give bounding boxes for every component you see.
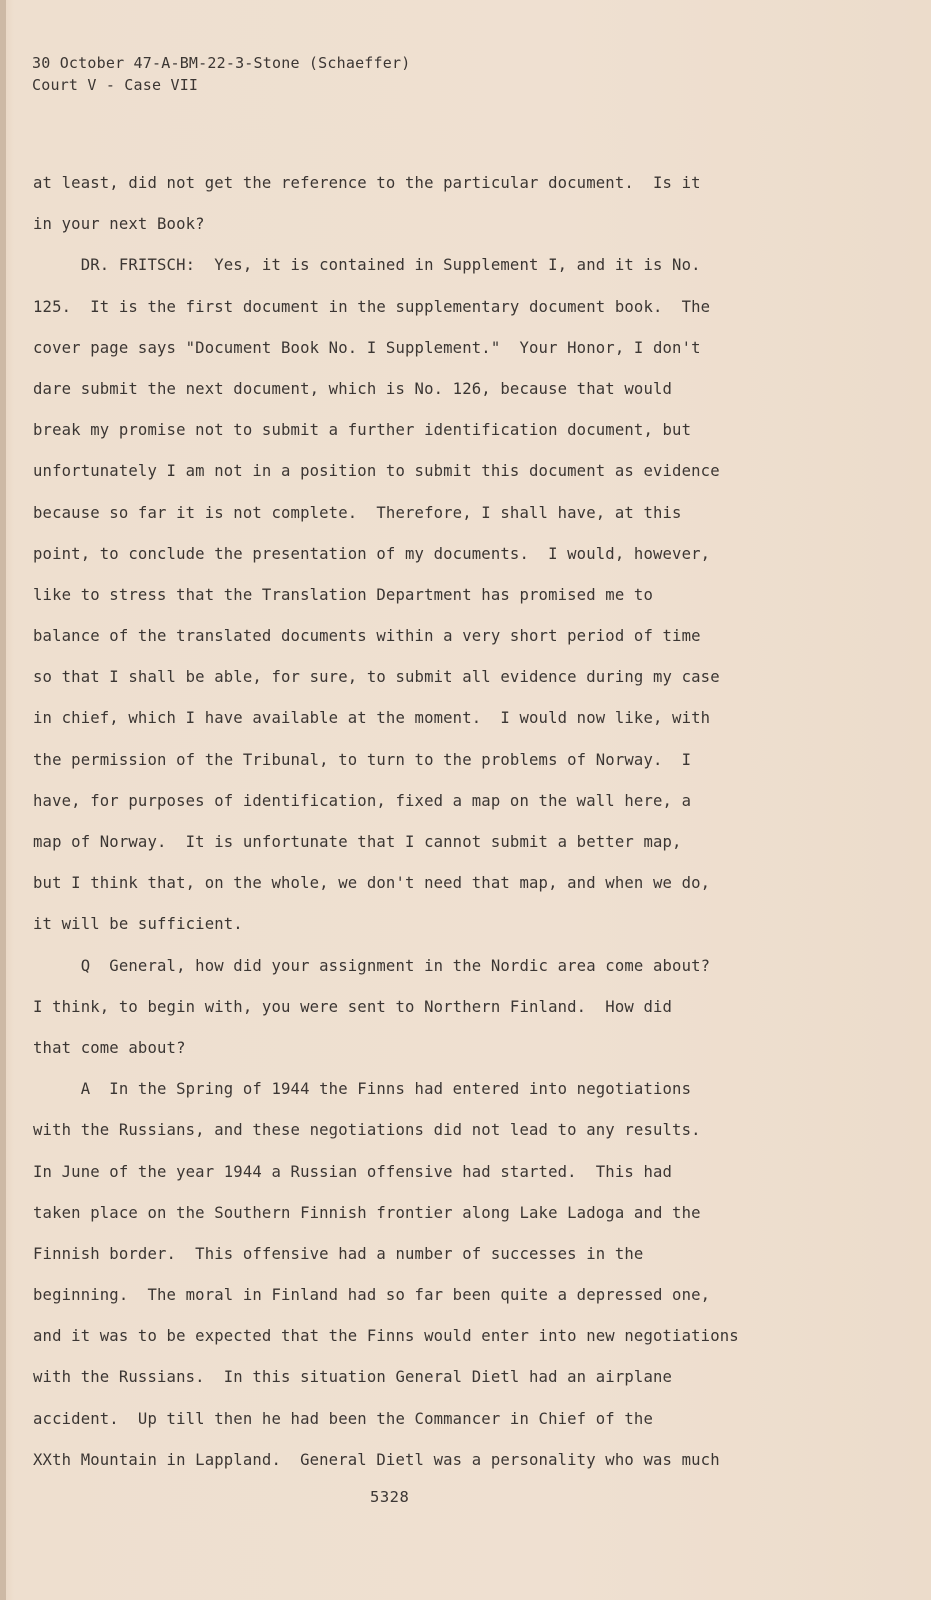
- text-line: XXth Mountain in Lappland. General Dietl was a personality who was much: [33, 1450, 720, 1469]
- text-line: the permission of the Tribunal, to turn to the problems of Norway. I: [33, 750, 692, 769]
- text-line: I think, to begin with, you were sent to Northern Finland. How did: [33, 997, 673, 1016]
- text-line: at least, did not get the reference to the particular document. Is it: [33, 174, 701, 192]
- header-line-1: 30 October 47-A-BM-22-3-Stone (Schaeffer): [32, 54, 411, 72]
- text-line: map of Norway. It is unfortunate that I cannot submit a better map,: [33, 833, 682, 851]
- text-line: in chief, which I have available at the moment. I would now like, with: [33, 709, 711, 728]
- text-line: break my promise not to submit a further identification document, but: [33, 421, 692, 440]
- document-header: [32, 52, 410, 96]
- transcript-body: [33, 172, 913, 1490]
- text-line: balance of the translated documents within a very short period of time: [33, 627, 701, 646]
- text-line: like to stress that the Translation Department has promised me to: [33, 585, 653, 604]
- text-line: dare submit the next document, which is No. 126, because that would: [33, 379, 673, 398]
- text-line: point, to conclude the presentation of my documents. I would, however,: [33, 544, 711, 563]
- text-line: with the Russians, and these negotiations did not lead to any results.: [33, 1121, 701, 1140]
- page-number: 5328: [370, 1488, 410, 1506]
- text-line: so that I shall be able, for sure, to submit all evidence during my case: [33, 668, 720, 687]
- text-line: but I think that, on the whole, we don't need that map, and when we do,: [33, 874, 711, 893]
- header-line-2: Court V - Case VII: [32, 76, 199, 94]
- text-line: taken place on the Southern Finnish frontier along Lake Ladoga and the: [33, 1203, 701, 1222]
- text-line: Q General, how did your assignment in the Nordic area come about?: [33, 956, 711, 975]
- text-line: 125. It is the first document in the supplementary document book. The: [33, 297, 711, 316]
- text-line: Finnish border. This offensive had a number of successes in the: [33, 1244, 644, 1263]
- text-line: in your next Book?: [33, 215, 205, 234]
- text-line: have, for purposes of identification, fixed a map on the wall here, a: [33, 791, 692, 810]
- text-line: A In the Spring of 1944 the Finns had entered into negotiations: [33, 1080, 692, 1099]
- text-line: with the Russians. In this situation General Dietl had an airplane: [33, 1368, 673, 1387]
- text-line: In June of the year 1944 a Russian offensive had started. This had: [33, 1162, 673, 1181]
- text-line: accident. Up till then he had been the Commancer in Chief of the: [33, 1409, 653, 1428]
- text-line: and it was to be expected that the Finns would enter into new negotiations: [33, 1327, 739, 1346]
- text-line: because so far it is not complete. Therefore, I shall have, at this: [33, 503, 682, 522]
- text-line: unfortunately I am not in a position to submit this document as evidence: [33, 462, 720, 481]
- text-line: that come about?: [33, 1038, 186, 1057]
- text-line: cover page says "Document Book No. I Supplement." Your Honor, I don't: [33, 338, 701, 357]
- page-edge: [0, 0, 6, 1600]
- text-line: beginning. The moral in Finland had so far been quite a depressed one,: [33, 1286, 711, 1305]
- text-line: DR. FRITSCH: Yes, it is contained in Supplement I, and it is No.: [33, 256, 701, 275]
- text-line: it will be sufficient.: [33, 915, 243, 934]
